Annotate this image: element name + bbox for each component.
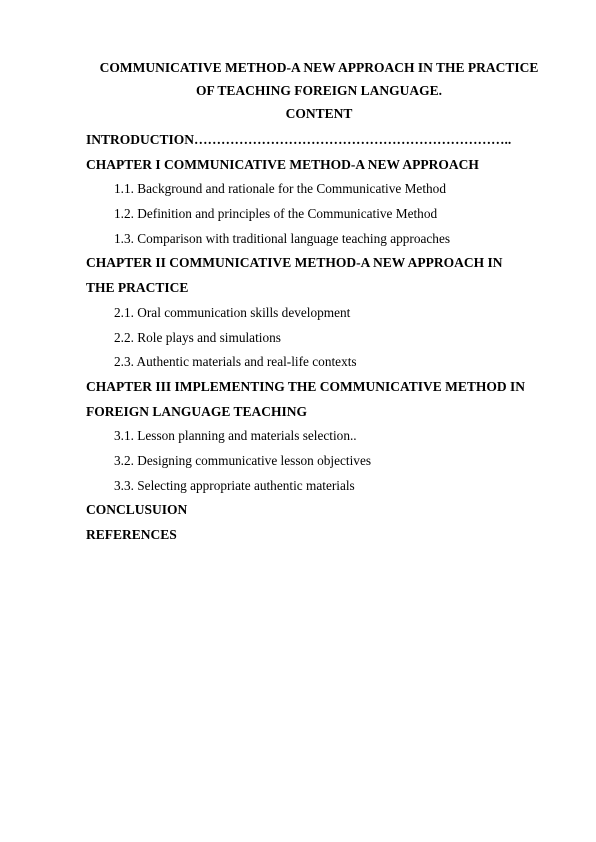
toc-item-1-2: 1.2. Definition and principles of the Communicative Method [114, 206, 438, 222]
toc-item-2-2: 2.2. Role plays and simulations [114, 329, 281, 345]
toc-chapter-3-heading-line-2: FOREIGN LANGUAGE TEACHING [86, 403, 308, 419]
toc-chapter-2-heading-line-1: CHAPTER II COMMUNICATIVE METHOD-A NEW APPROACH IN [86, 255, 503, 271]
toc-item-1-3: 1.3. Comparison with traditional language teaching approaches [114, 230, 451, 246]
toc-introduction: INTRODUCTION…………………………………………………………….. [86, 132, 512, 147]
table-of-contents [86, 128, 556, 548]
toc-chapter-2-heading-line-2: THE PRACTICE [86, 280, 189, 296]
toc-item-2-3: 2.3. Authentic materials and real-life contexts [114, 354, 357, 370]
toc-chapter-3-heading-line-1: CHAPTER III IMPLEMENTING THE COMMUNICATIVE METHOD IN [86, 378, 526, 394]
toc-chapter-1-heading: CHAPTER I COMMUNICATIVE METHOD-A NEW APPROACH [86, 156, 479, 172]
content-heading: CONTENT [285, 106, 353, 121]
toc-item-3-2: 3.2. Designing communicative lesson objectives [114, 452, 372, 468]
toc-references: REFERENCES [86, 527, 177, 542]
toc-item-3-3: 3.3. Selecting appropriate authentic materials [114, 477, 355, 493]
toc-conclusion: CONCLUSUION [86, 502, 188, 518]
document-title [80, 56, 558, 125]
toc-item-2-1: 2.1. Oral communication skills development [114, 304, 351, 320]
toc-item-3-1: 3.1. Lesson planning and materials selection.. [114, 428, 357, 444]
title-line-2: OF TEACHING FOREIGN LANGUAGE. [195, 83, 443, 98]
title-line-1: COMMUNICATIVE METHOD-A NEW APPROACH IN THE PRACTICE [99, 60, 539, 75]
toc-item-1-1: 1.1. Background and rationale for the Communicative Method [114, 181, 446, 197]
